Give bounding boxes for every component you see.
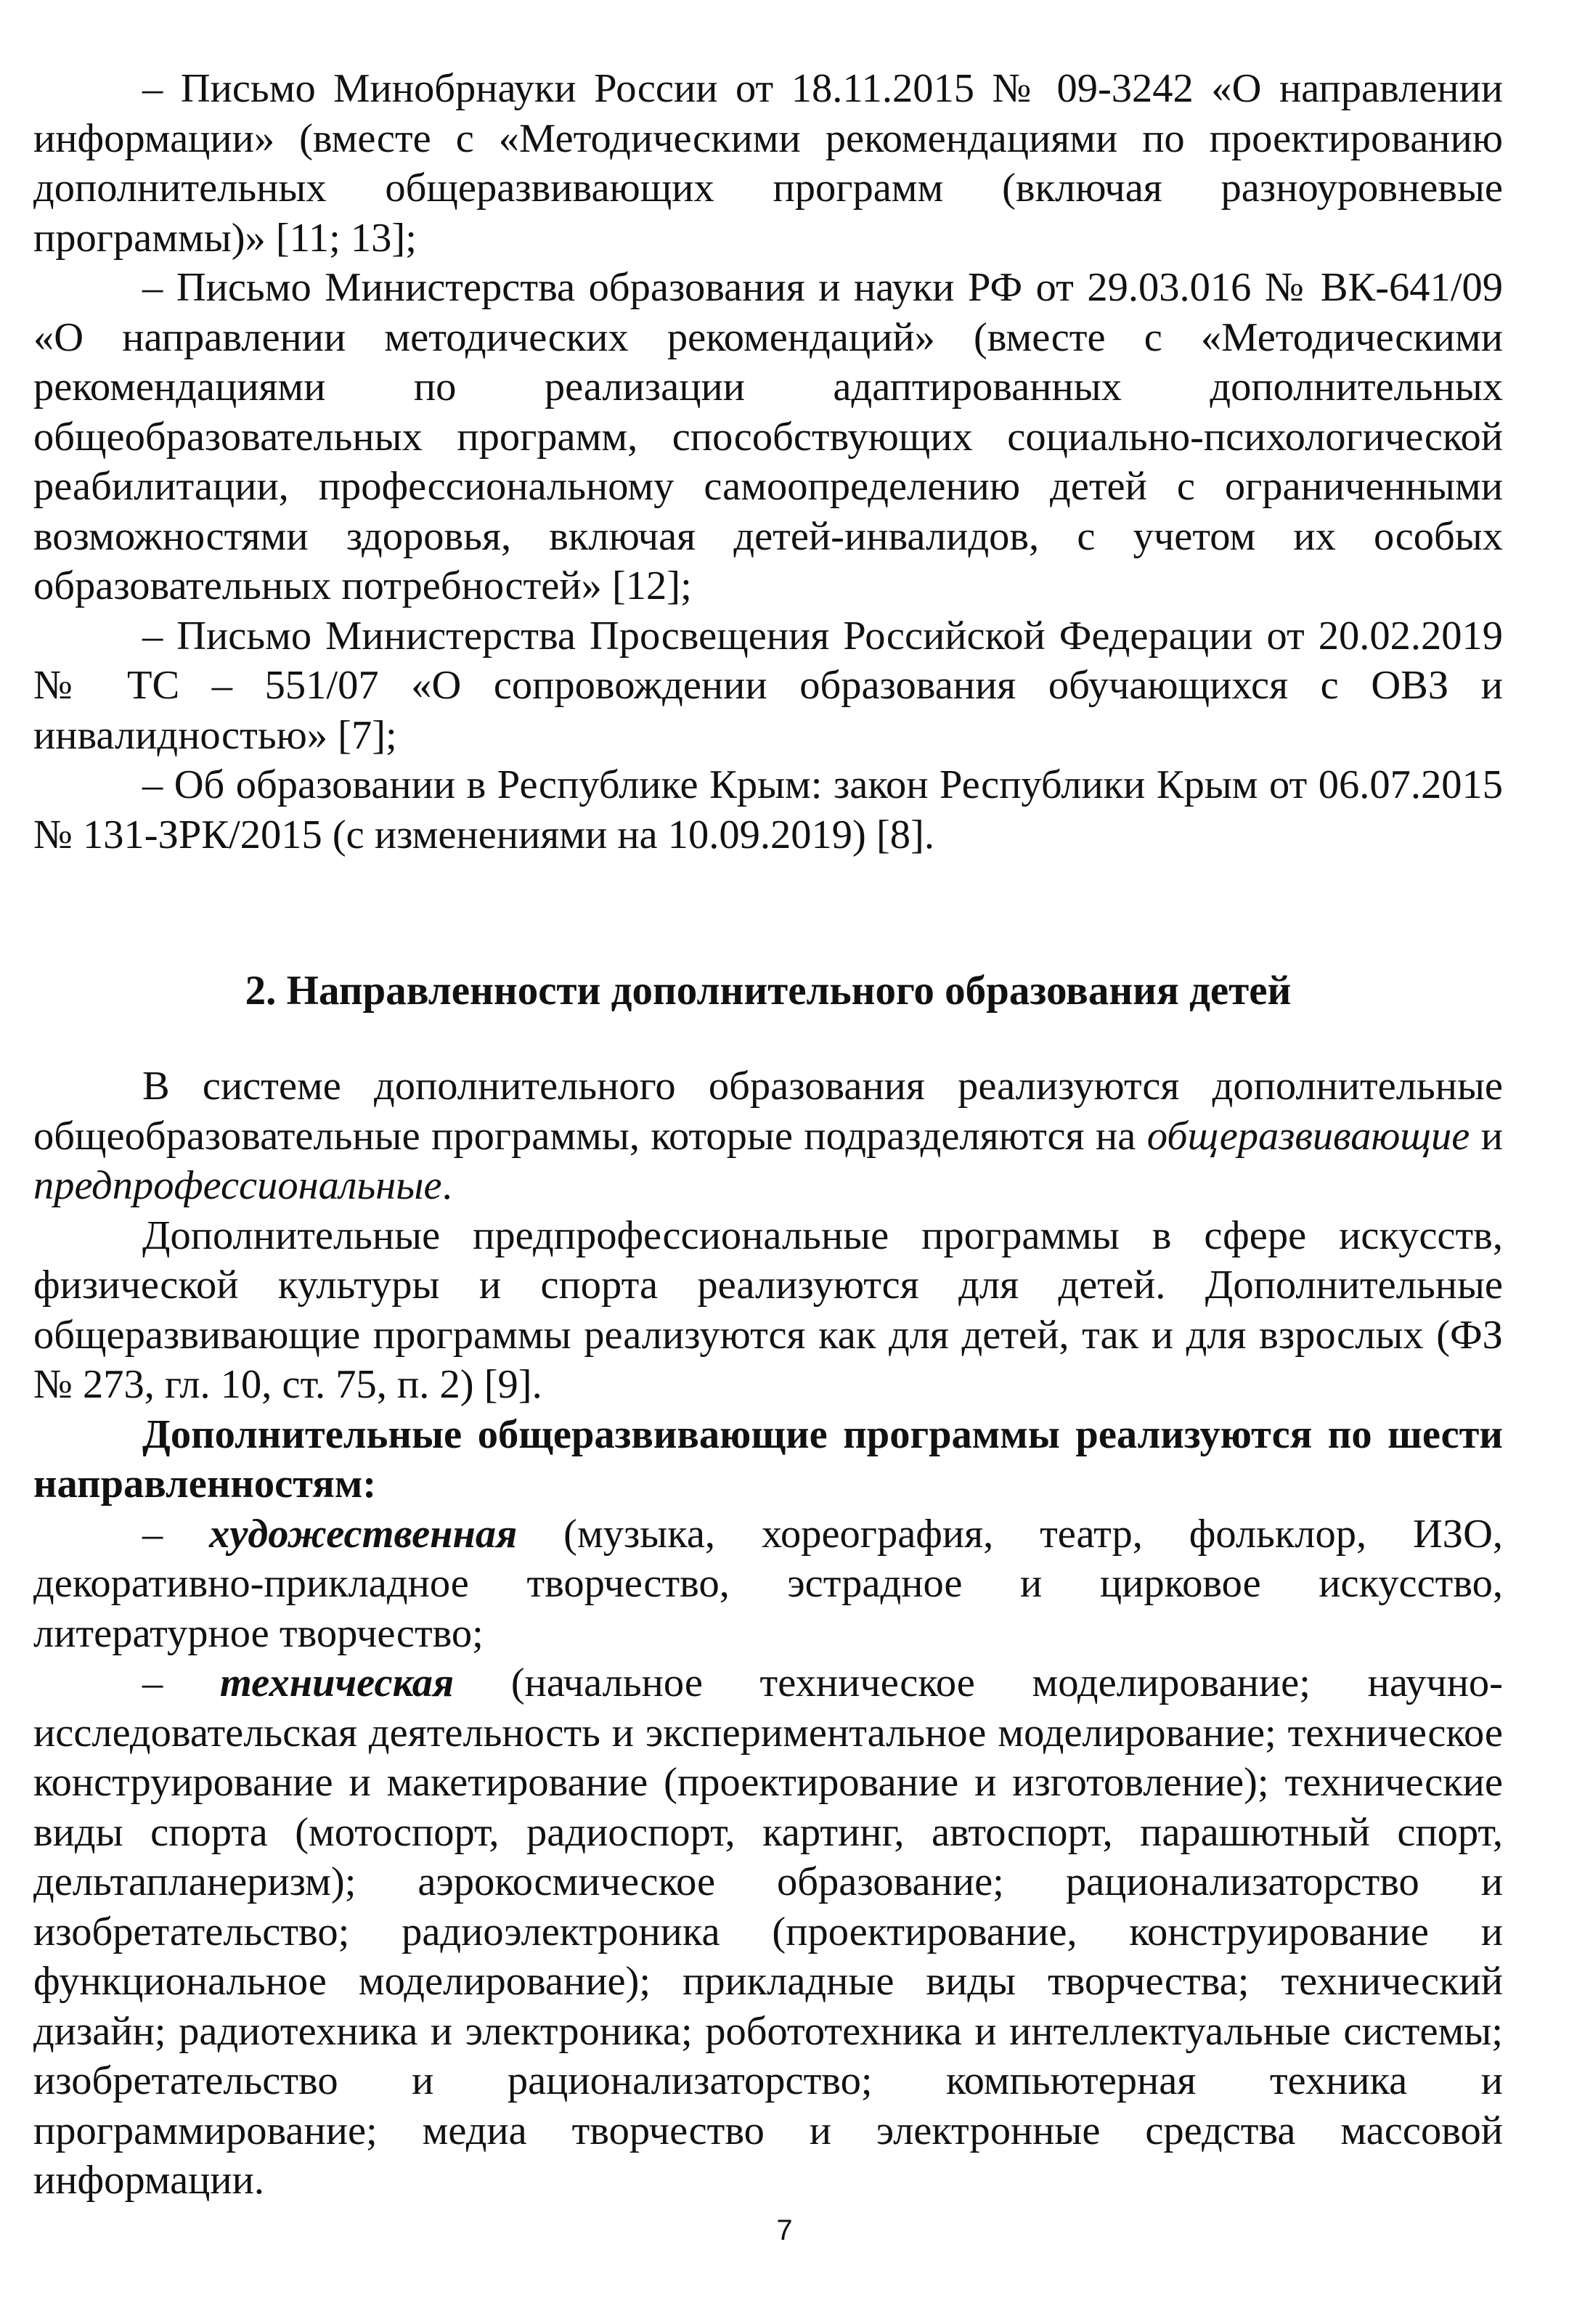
legal-documents-list: [33, 64, 1503, 860]
directions-list: [33, 1509, 1503, 2206]
intro-text-after: .: [441, 1163, 452, 1208]
term-pre-professional: предпрофессиональные: [33, 1163, 442, 1208]
list-item: – Письмо Минобрнауки России от 18.11.2015 № 09-3242 «О направлении информации» (вместе с «Методическими рекомендациями по проектированию дополнительных общеразвивающих программ (включая разноуровневые программы)» [11; 13];: [33, 66, 1503, 261]
list-item: – Об образовании в Республике Крым: закон Республики Крым от 06.07.2015 № 131-ЗРК/2015 (с изменениями на 10.09.2019) [8].: [33, 762, 1503, 857]
intro-paragraph: [33, 1061, 1503, 1211]
direction-description: (начальное техническое моделирование; научно-исследовательская деятельность и экспериментальное моделирование; техническое конструирование и макетирование (проектирование и изготовление); технические виды спорта (мотоспорт, радиоспорт, картинг, автоспорт, парашютный спорт, дельтапланеризм); аэрокосмическое образование; рационализаторство и изобретательство; радиоэлектроника (проектирование, конструирование и функциональное моделирование); прикладные виды творчества; технический дизайн; радиотехника и электроника; робототехника и интеллектуальные системы; изобретательство и рационализаторство; компьютерная техника и программирование; медиа творчество и электронные средства массовой информации.: [33, 1660, 1503, 2203]
direction-item-artistic: [33, 1509, 1503, 1659]
intro-text-before: В системе дополнительного образования реализуются дополнительные общеобразовательные программы, которые подразделяются на: [33, 1064, 1503, 1159]
term-general-developing: общеразвивающие: [1146, 1113, 1470, 1159]
directions-lead-paragraph: Дополнительные общеразвивающие программы реализуются по шести направленностям:: [33, 1411, 1503, 1506]
list-item: – Письмо Министерства Просвещения Российской Федерации от 20.02.2019 № ТС – 551/07 «О сопровождении образования обучающихся с ОВЗ и инвалидностью» [7];: [33, 613, 1503, 758]
list-item: – Письмо Министерства образования и науки РФ от 29.03.016 № ВК-641/09 «О направлении методических рекомендаций» (вместе с «Методическими рекомендациями по реализации адаптированных дополнительных общеобразовательных программ, способствующих социально-психологической реабилитации, профессиональному самоопределению детей с ограниченными возможностями здоровья, включая детей-инвалидов, с учетом их особых образовательных потребностей» [12];: [33, 265, 1503, 608]
direction-description: (музыка, хореография, театр, фольклор, ИЗО, декоративно-прикладное творчество, эстрадное и цирковое искусство, литературное творчество;: [33, 1511, 1504, 1656]
section-heading: 2. Направленности дополнительного образования детей: [245, 968, 1292, 1014]
intro-text-middle: и: [1470, 1113, 1503, 1159]
page-content: [33, 64, 1503, 2206]
direction-name: техническая: [219, 1660, 455, 1705]
direction-item-technical: [33, 1658, 1503, 2206]
direction-name: художественная: [209, 1511, 518, 1557]
direction-dash: –: [142, 1660, 220, 1705]
direction-dash: –: [142, 1511, 210, 1557]
page-number: 7: [776, 2214, 793, 2246]
programs-paragraph: Дополнительные предпрофессиональные программы в сфере искусств, физической культуры и спорта реализуются для детей. Дополнительные общеразвивающие программы реализуются как для детей, так и для взрослых (ФЗ № 273, гл. 10, ст. 75, п. 2) [9].: [33, 1212, 1503, 1407]
